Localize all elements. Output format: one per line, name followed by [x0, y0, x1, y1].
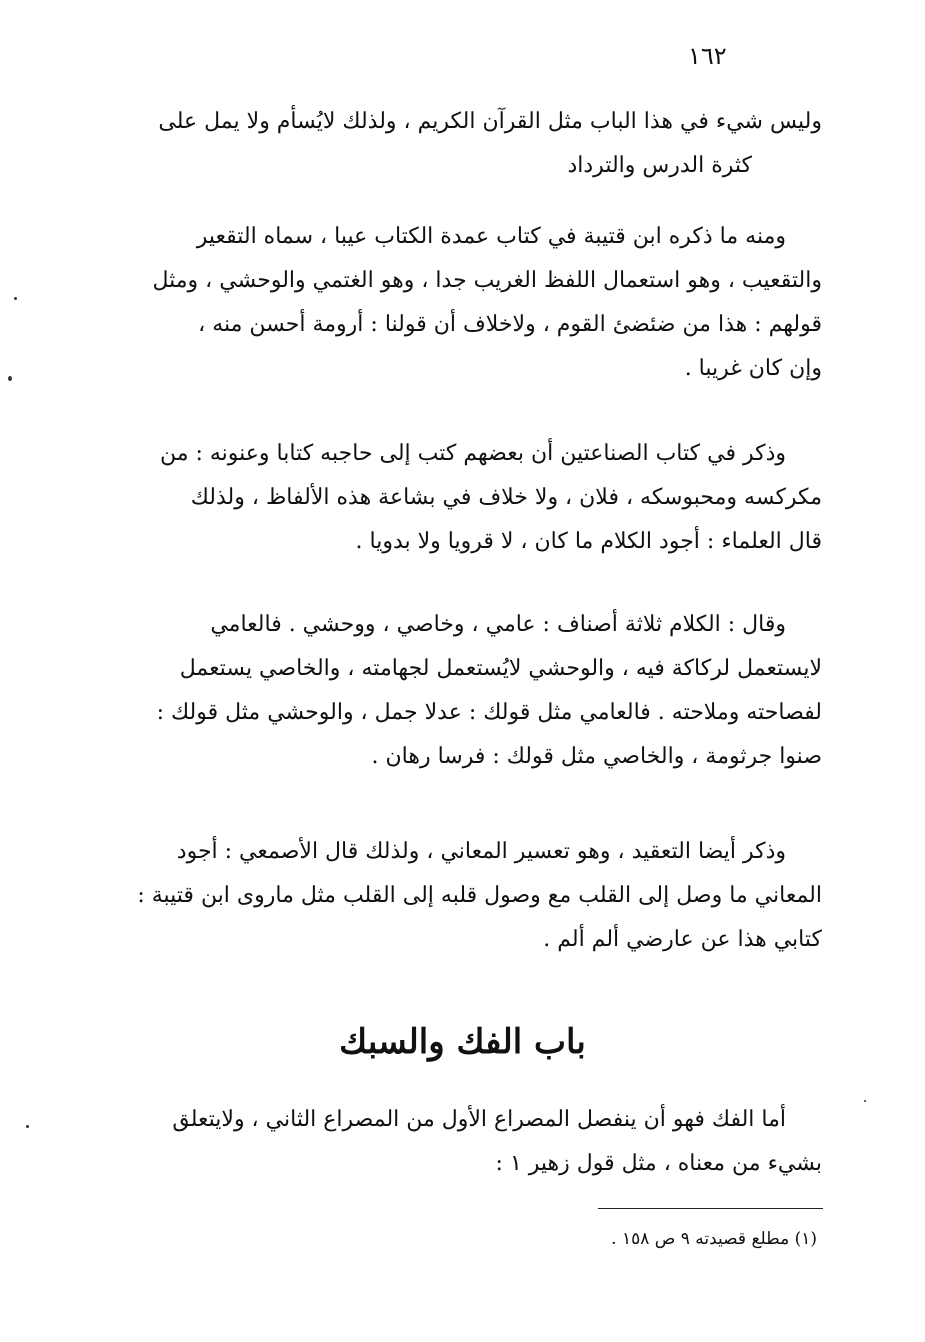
footnote: (١) مطلع قصيدته ٩ ص ١٥٨ .: [611, 1229, 817, 1249]
text-line: مكركسه ومحبوسكه ، فلان ، ولا خلاف في بشاعة هذه الألفاظ ، ولذلك: [190, 485, 822, 510]
paragraph-2: [100, 215, 822, 391]
scan-speck: [864, 1100, 866, 1102]
text-line: والتقعيب ، وهو استعمال اللفظ الغريب جدا ، وهو الغتمي والوحشي ، ومثل: [152, 268, 822, 293]
text-line: لفصاحته وملاحته . فالعامي مثل قولك : عدلا جمل ، والوحشي مثل قولك :: [156, 700, 822, 725]
section-heading: باب الفك والسبك: [339, 1022, 586, 1062]
paragraph-5: [100, 830, 822, 962]
text-line: أما الفك فهو أن ينفصل المصراع الأول من المصراع الثاني ، ولايتعلق: [172, 1107, 786, 1132]
text-line: كتابي هذا عن عارضي ألم ألم .: [543, 927, 822, 952]
text-line: لايستعمل لركاكة فيه ، والوحشي لايُستعمل لجهامته ، والخاصي يستعمل: [179, 656, 822, 681]
scan-speck: [8, 376, 12, 381]
text-line: كثرة الدرس والترداد: [567, 153, 752, 178]
text-line: وذكر في كتاب الصناعتين أن بعضهم كتب إلى حاجبه كتابا وعنونه : من: [159, 441, 786, 466]
text-line: وإن كان غريبا .: [684, 356, 822, 381]
text-line: صنوا جرثومة ، والخاصي مثل قولك : فرسا رهان .: [371, 744, 822, 769]
page-number: ١٦٢: [688, 42, 727, 70]
text-line: وذكر أيضا التعقيد ، وهو تعسير المعاني ، ولذلك قال الأصمعي : أجود: [176, 839, 786, 864]
text-line: وقال : الكلام ثلاثة أصناف : عامي ، وخاصي ، ووحشي . فالعامي: [210, 612, 786, 637]
text-line: المعاني ما وصل إلى القلب مع وصول قلبه إلى القلب مثل ماروى ابن قتيبة :: [137, 883, 822, 908]
paragraph-4: [100, 603, 822, 779]
text-line: قولهم : هذا من ضئضئ القوم ، ولاخلاف أن قولنا : أرومة أحسن منه ،: [198, 312, 822, 337]
text-line: ومنه ما ذكره ابن قتيبة في كتاب عمدة الكتاب عيبا ، سماه التقعير: [196, 224, 786, 249]
scan-speck: [14, 297, 17, 300]
text-line: وليس شيء في هذا الباب مثل القرآن الكريم ، ولذلك لايُسأم ولا يمل على: [158, 109, 822, 134]
text-line: قال العلماء : أجود الكلام ما كان ، لا قرويا ولا بدويا .: [355, 529, 822, 554]
section-paragraph: [100, 1098, 822, 1186]
paragraph-1: [100, 100, 822, 188]
text-line: بشيء من معناه ، مثل قول زهير ١ :: [495, 1151, 822, 1176]
paragraph-3: [100, 432, 822, 564]
footnote-separator: [598, 1208, 823, 1209]
scan-speck: [26, 1125, 29, 1128]
